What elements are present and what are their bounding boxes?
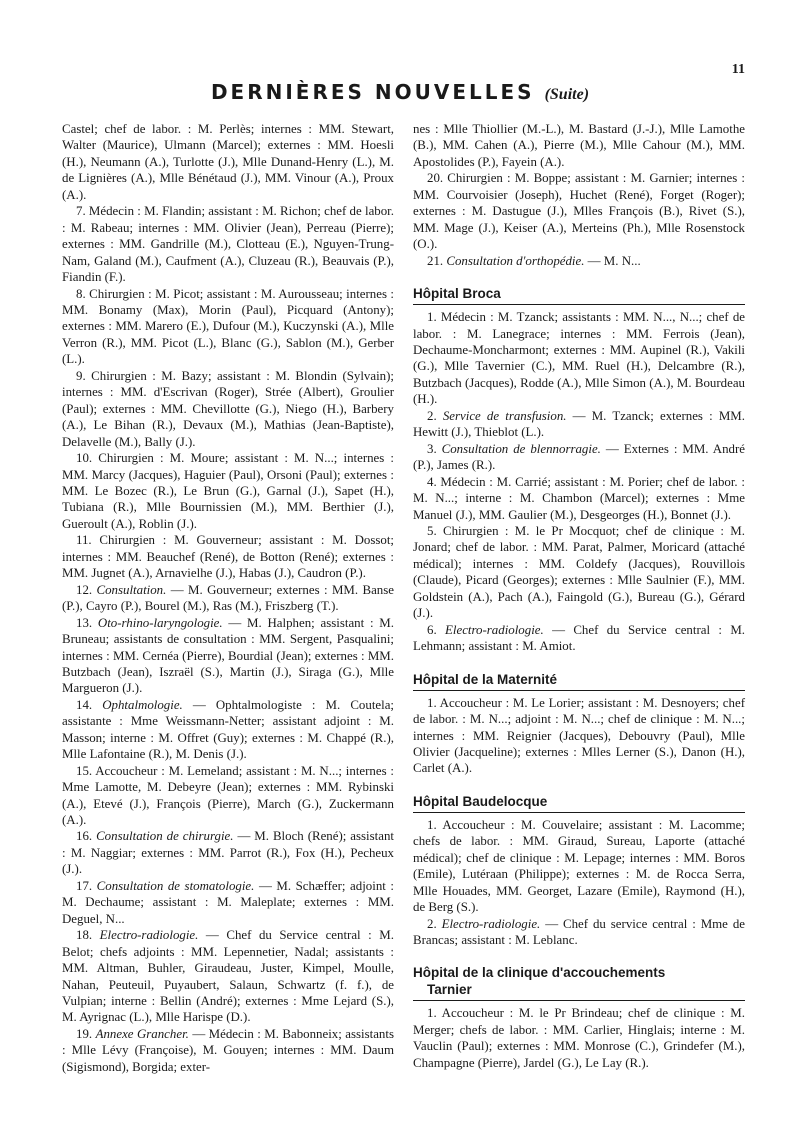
service-entry xyxy=(413,523,745,622)
entry-text: 9. Chirurgien : M. Bazy; assistant : M. Blondin (Sylvain); internes : MM. d'Escrivan (Roger), Strée (Albert), Groulier (Paul); externes : MM. Chevillotte (G.), Niego (H.), Barbery (A.), Le Bihan (R.), Devaux (M.), Mathias (Jean-Baptiste), Delavelle (M.), Bally (J.). xyxy=(62,368,394,449)
service-title: Electro-radiologie. xyxy=(445,622,544,637)
hospital-heading-line: Hôpital de la Maternité xyxy=(413,671,558,687)
entry-text: — M. Halphen; assistant : M. Bruneau; assistants de consultation : MM. Sergent, Pasqualini; internes : MM. Cernéa (Pierre), Bourdial (Jean); externes : MM. Butzbach (Jean), Iszraël (S.), Martin (J.), Siraga (G.), Mlle Margueron (J.). xyxy=(62,615,394,696)
service-entry xyxy=(413,622,745,655)
service-entry xyxy=(62,286,394,368)
right-column xyxy=(413,121,745,1071)
service-title: Consultation de blennorragie. xyxy=(441,441,601,456)
service-title: Consultation de stomatologie. xyxy=(96,878,255,893)
entry-text: 16. xyxy=(76,829,97,844)
entry-text: 17. xyxy=(76,878,97,893)
hospital-heading xyxy=(413,964,745,1001)
entry-text: 1. Accoucheur : M. le Pr Brindeau; chef de clinique : M. Merger; chefs de labor. : MM. Carlier, Hinglais; interne : M. Vauclin (Paul); externes : MM. Monrose (C.), Grindefer (M.), Champagne (Pierre), Jardel (G.), Le Lay (R.). xyxy=(413,1006,745,1070)
entry-text: — Ophtalmologiste : M. Coutela; assistante : Mme Weissmann-Netter; assistant adjoint : M. Masson; interne : M. Offret (Guy); externes : M. Chappé (R.), Mlle Lafontaine (R.), M. Denis (J.). xyxy=(62,697,395,762)
service-entry xyxy=(62,763,394,829)
service-entry xyxy=(413,817,745,916)
page-number: 11 xyxy=(731,62,745,77)
entry-text: nes : Mlle Thiollier (M.-L.), M. Bastard (J.-J.), Mlle Lamothe (B.), MM. Cahen (A.), Pierre (M.), Mlle Cahour (M.), MM. Apostolides (P.), Fayein (A.). xyxy=(413,122,745,169)
entry-text: 21. xyxy=(427,253,447,268)
hospital-heading-line: Hôpital de la clinique d'accouchements xyxy=(413,965,666,981)
service-entry xyxy=(413,441,745,474)
entry-text: — Chef du Service central : M. Belot; chefs adjoints : MM. Lepennetier, Nadal; assistants : MM. Altman, Buhler, Giraudeau, Juster, Kimpel, Moulle, Nahan, Peuteuil, Puyaubert, Salaun, Schwartz (f. f.), de Vulpian; interne : Bellin (André); externes : Mme Lejard (S.), M. Ayrignac (L.), Mlle Harispe (D.). xyxy=(62,928,394,1025)
entry-text: — M. Tzanck; externes : MM. Hewitt (J.), Thieblot (L.). xyxy=(413,408,745,440)
hospital-heading xyxy=(413,285,745,305)
service-entry xyxy=(62,697,394,763)
service-title: Oto-rhino-laryngologie. xyxy=(97,615,223,630)
service-entry xyxy=(413,408,745,441)
service-entry xyxy=(62,450,394,532)
entry-text: — Médecin : M. Babonneix; assistants : Mlle Lévy (Françoise), M. Gouyen; internes : MM. Daum (Sigismond), Borgida; exter- xyxy=(62,1026,394,1074)
service-title: Annexe Grancher. xyxy=(95,1026,189,1041)
service-entry xyxy=(413,121,745,170)
service-title: Ophtalmologie. xyxy=(102,697,183,712)
entry-text: 3. xyxy=(427,441,442,456)
entry-text: 5. Chirurgien : M. le Pr Mocquot; chef de clinique : M. Jonard; chef de labor. : MM. Parat, Palmer, Moricard (attaché médical); internes : MM. Coldefy (Jacques), Rouvillois (Claude), Picard (Georges); externes : Mlle Saulnier (F.), MM. Goldstein (A.), Pach (A.), Faingold (G.), Bureau (G.), Gérard (J.). xyxy=(413,523,745,621)
entry-text: 2. xyxy=(427,916,442,931)
hospital-heading-line: Hôpital Broca xyxy=(413,286,501,302)
entry-text: — Externes : MM. André (P.), James (R.). xyxy=(413,441,745,473)
service-title: Electro-radiologie. xyxy=(441,916,541,931)
service-entry xyxy=(62,1026,394,1075)
entry-text: — Chef du Service central : M. Lehmann; assistant : M. Amiot. xyxy=(413,622,746,654)
entry-text: 8. Chirurgien : M. Picot; assistant : M. Aurousseau; internes : MM. Bonamy (Max), Morin (Paul), Picquard (Antony); externes : MM. Marero (E.), Dufour (M.), Kuczynski (A.), Mlle Verron (R.), MM. Picot (L.), Blanc (G.), Sablon (M.), Gerber (L.). xyxy=(62,286,394,367)
page-title-main: DERNIÈRES NOUVELLES xyxy=(210,80,535,104)
service-entry xyxy=(62,927,394,1026)
entry-text: 14. xyxy=(76,697,103,712)
service-entry xyxy=(62,878,394,927)
service-entry xyxy=(413,170,745,252)
hospital-heading xyxy=(413,671,745,691)
entry-text: 11. Chirurgien : M. Gouverneur; assistant : M. Dossot; internes : MM. Beauchef (René), de Botton (René); externes : MM. Jugnet (A.), Arnavielhe (J.), Habas (J.), Caudron (P.). xyxy=(62,533,394,581)
service-entry xyxy=(62,368,394,450)
service-entry xyxy=(62,532,394,581)
service-entry xyxy=(413,474,745,523)
service-entry xyxy=(413,1005,745,1071)
page-title xyxy=(0,80,800,104)
page-title-suite: (Suite) xyxy=(544,86,590,103)
entry-text: 7. Médecin : M. Flandin; assistant : M. Richon; chef de labor. : M. Rabeau; internes : MM. Olivier (Jean), Perreau (Pierre); externes : MM. Gandrille (M.), Clotteau (E.), Nguyen-Trung-Nam, Galand (M.), Caufment (A.), Cluzeau (R.), Beauvais (P.), Fiandin (F.). xyxy=(62,204,394,285)
entry-text: 2. xyxy=(427,408,443,423)
entry-text: 1. Accoucheur : M. Le Lorier; assistant : M. Desnoyers; chef de labor. : M. N...; adjoint : M. N...; chef de clinique : M. N...; internes : MM. Reignier (Jacques), Debouvry (Paul), Mlle Olivier (Jacqueline); externes : Mlles Lerner (S.), Danon (H.), Carlet (A.). xyxy=(413,695,745,776)
entry-text: 6. xyxy=(427,622,446,637)
hospital-heading-line: Hôpital Baudelocque xyxy=(413,793,548,809)
service-entry xyxy=(413,309,745,408)
service-title: Service de transfusion. xyxy=(442,408,567,423)
entry-text: 18. xyxy=(76,928,100,943)
service-entry xyxy=(62,203,394,285)
entry-text: — M. Schæffer; adjoint : M. Dechaume; assistant : M. Maleplate; externes : MM. Deguel, N... xyxy=(62,878,394,926)
entry-text: 1. Médecin : M. Tzanck; assistants : MM. N..., N...; chef de labor. : M. Lanegrace; internes : MM. Ferrois (Jean), Dechaume-Moncharmont; externes : MM. Aupinel (R.), Vakili (G.), Mlle Tavernier (C.), MM. Ruel (H.), Delcambre (R.), Butzbach (Jacques), Rodde (A.), Mlle Simon (A.), M. Bourdeau (H.). xyxy=(413,310,745,407)
left-column xyxy=(62,121,394,1075)
service-title: Consultation de chirurgie. xyxy=(96,829,234,844)
entry-text: Castel; chef de labor. : M. Perlès; internes : MM. Stewart, Walter (Maurice), Ulmann (Marcel); externes : MM. Hoesli (H.), Neumann (A.), Turlotte (J.), Mlle Dunand-Henry (L.), M. de Lignières (A.), Mlle Bénétaud (J.), MM. Vinour (A.), Proux (A.). xyxy=(62,122,394,202)
service-entry xyxy=(413,695,745,777)
service-title: Consultation d'orthopédie. xyxy=(446,253,585,268)
service-entry xyxy=(413,916,745,949)
service-entry xyxy=(413,253,745,269)
entry-text: — M. N... xyxy=(584,253,641,268)
service-entry xyxy=(62,615,394,697)
hospital-heading xyxy=(413,793,745,813)
entry-text: — M. Bloch (René); assistant : M. Naggiar; externes : MM. Parrot (R.), Fox (H.), Pecheux (J.). xyxy=(62,829,394,877)
service-entry xyxy=(62,121,394,203)
entry-text: — M. Gouverneur; externes : MM. Banse (P.), Cayro (P.), Bourel (M.), Ras (M.), Friszberg (T.). xyxy=(62,582,394,614)
entry-text: 10. Chirurgien : M. Moure; assistant : M. N...; internes : MM. Marcy (Jacques), Haguier (Paul), Orsoni (Paul); externes : MM. Le Bozec (R.), Le Brun (G.), Garnal (J.), Sapet (H.), Tubiana (R.), Mlle Bournissien (M.), MM. Berthier (J.), Gueroult (A.), Roblin (J.). xyxy=(62,451,394,531)
entry-text: 15. Accoucheur : M. Lemeland; assistant : M. N...; internes : Mme Lamotte, M. Debeyre (Jean); externes : MM. Rybinski (A.), Etevé (J.), François (Pierre), March (G.), Zuckermann (A.). xyxy=(62,763,394,828)
service-entry xyxy=(62,582,394,615)
hospital-heading-line: Tarnier xyxy=(427,982,472,998)
service-entry xyxy=(62,828,394,877)
entry-text: 12. xyxy=(76,582,97,597)
entry-text: 13. xyxy=(76,615,98,630)
entry-text: 20. Chirurgien : M. Boppe; assistant : M. Garnier; internes : MM. Courvoisier (Joseph), Huchet (René), Forget (Roger); externes : M. Dastugue (J.), Mlles François (B.), Rivet (S.), MM. Mage (J.), Keiser (A.), Merteins (Ph.), Mlle Rosenstock (O.). xyxy=(413,171,745,252)
service-title: Consultation. xyxy=(96,582,167,597)
service-title: Electro-radiologie. xyxy=(99,928,199,943)
entry-text: 1. Accoucheur : M. Couvelaire; assistant : M. Lacomme; chefs de labor. : MM. Giraud, Sureau, Laporte (attaché médical); chef de clinique : M. Lepage; internes : MM. Boros (Emile), Lutéraan (Philippe); externes : M. de Rocca Serra, Mlle Houades, MM. Georget, Lazare (Emile), Raymond (H.), de Berg (S.). xyxy=(413,817,745,915)
entry-text: 19. xyxy=(76,1026,96,1041)
entry-text: 4. Médecin : M. Carrié; assistant : M. Porier; chef de labor. : M. N...; interne : M. Chambon (Marcel); externes : Mme Manuel (J.), MM. Gaulier (M.), Desgeorges (H.), Bonnet (J.). xyxy=(413,474,745,522)
entry-text: — Chef du service central : Mme de Brancas; assistant : M. Leblanc. xyxy=(413,916,745,948)
